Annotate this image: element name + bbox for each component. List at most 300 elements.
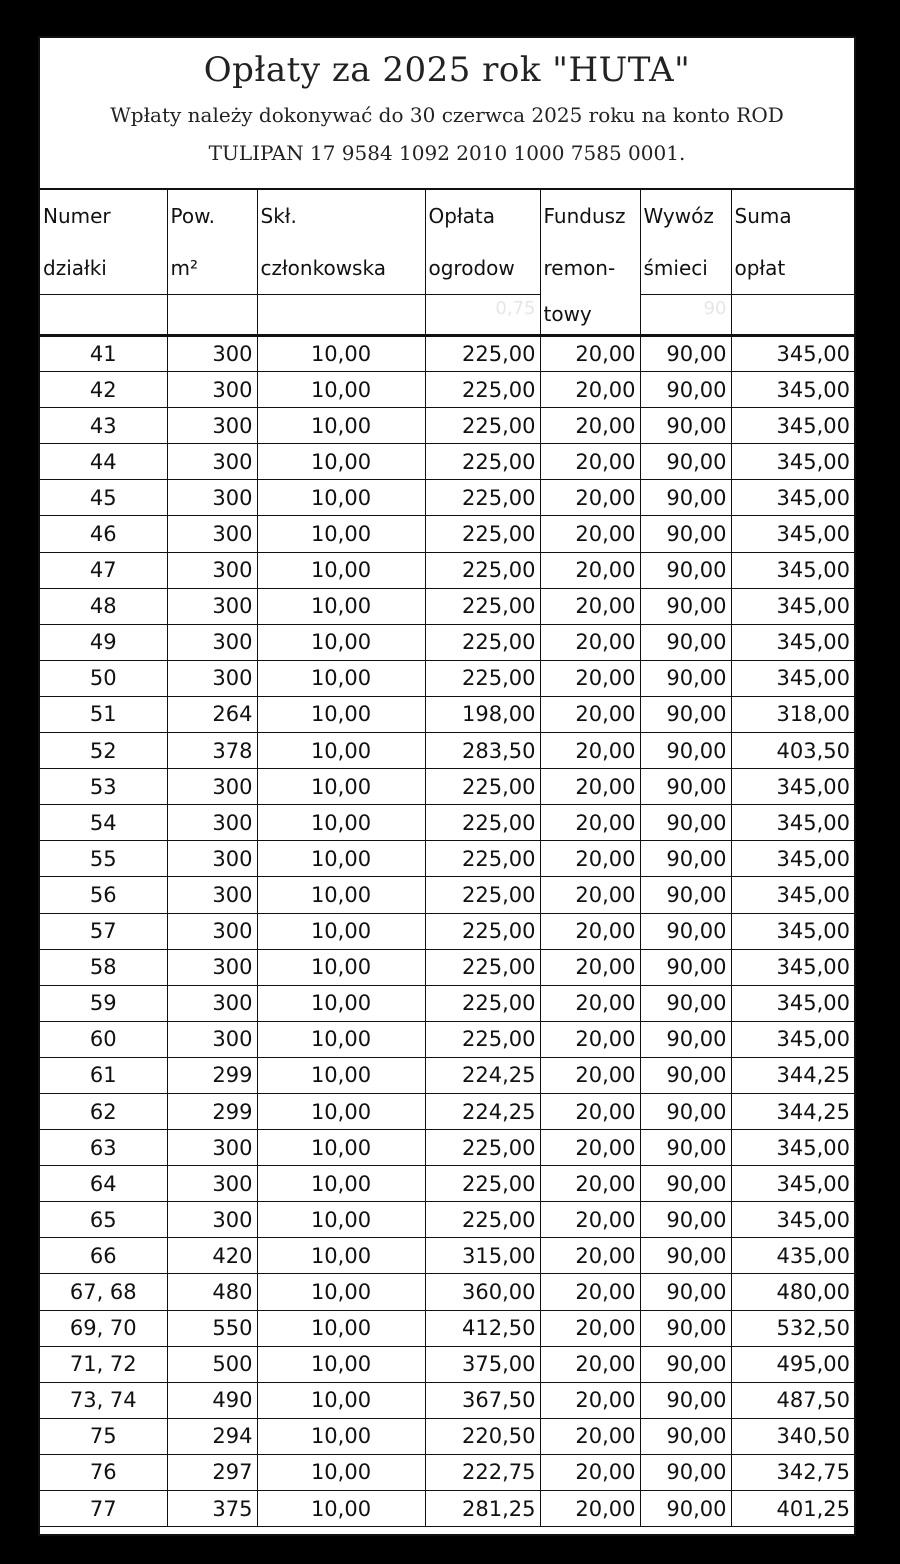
table-row xyxy=(40,1274,854,1310)
cell-total-fees: 342,75 xyxy=(731,1454,854,1490)
cell-total-fees: 345,00 xyxy=(731,588,854,624)
cell-waste-removal: 90,00 xyxy=(640,624,731,660)
header-plot-number-line2: działki xyxy=(43,256,107,280)
cell-area: 300 xyxy=(167,480,257,516)
cell-waste-removal: 90,00 xyxy=(640,841,731,877)
cell-renovation-fund: 20,00 xyxy=(540,841,640,877)
payment-instructions-line-1: Wpłaty należy dokonywać do 30 czerwca 2025 roku na konto ROD xyxy=(110,103,784,127)
cell-renovation-fund: 20,00 xyxy=(540,1418,640,1454)
header-renovation-fund-line1: Fundusz xyxy=(543,204,626,228)
cell-membership-fee: 10,00 xyxy=(257,985,425,1021)
header-divider xyxy=(426,294,540,295)
cell-renovation-fund: 20,00 xyxy=(540,877,640,913)
cell-membership-fee: 10,00 xyxy=(257,1238,425,1274)
cell-area: 378 xyxy=(167,733,257,769)
table-row xyxy=(40,1346,854,1382)
cell-total-fees: 345,00 xyxy=(731,877,854,913)
table-row xyxy=(40,1310,854,1346)
cell-total-fees: 344,25 xyxy=(731,1093,854,1129)
cell-total-fees: 401,25 xyxy=(731,1491,854,1527)
cell-plot-number: 64 xyxy=(40,1166,167,1202)
cell-area: 480 xyxy=(167,1274,257,1310)
header-divider xyxy=(168,294,257,295)
header-renovation-fund-line2: remon- xyxy=(543,256,616,280)
cell-area: 300 xyxy=(167,1166,257,1202)
header-divider xyxy=(641,294,731,295)
table-row xyxy=(40,588,854,624)
cell-total-fees: 345,00 xyxy=(731,444,854,480)
cell-membership-fee: 10,00 xyxy=(257,480,425,516)
cell-membership-fee: 10,00 xyxy=(257,372,425,408)
cell-garden-fee: 225,00 xyxy=(425,336,540,372)
table-row xyxy=(40,336,854,372)
cell-area: 550 xyxy=(167,1310,257,1346)
table-row xyxy=(40,1057,854,1093)
cell-area: 300 xyxy=(167,1202,257,1238)
header-garden-fee-line2: ogrodow xyxy=(428,256,515,280)
cell-area: 300 xyxy=(167,913,257,949)
cell-total-fees: 345,00 xyxy=(731,624,854,660)
cell-plot-number: 63 xyxy=(40,1130,167,1166)
table-row xyxy=(40,696,854,732)
cell-garden-fee: 225,00 xyxy=(425,769,540,805)
cell-garden-fee: 367,50 xyxy=(425,1382,540,1418)
cell-waste-removal: 90,00 xyxy=(640,696,731,732)
cell-garden-fee: 225,00 xyxy=(425,1021,540,1057)
cell-plot-number: 47 xyxy=(40,552,167,588)
header-plot-number-line1: Numer xyxy=(43,204,111,228)
header-total-fees-line2: opłat xyxy=(734,256,786,280)
cell-waste-removal: 90,00 xyxy=(640,372,731,408)
table-row xyxy=(40,372,854,408)
cell-garden-fee: 225,00 xyxy=(425,949,540,985)
cell-total-fees: 345,00 xyxy=(731,949,854,985)
cell-garden-fee: 225,00 xyxy=(425,805,540,841)
table-row xyxy=(40,733,854,769)
cell-plot-number: 42 xyxy=(40,372,167,408)
cell-renovation-fund: 20,00 xyxy=(540,733,640,769)
cell-garden-fee: 225,00 xyxy=(425,408,540,444)
cell-membership-fee: 10,00 xyxy=(257,1491,425,1527)
cell-plot-number: 69, 70 xyxy=(40,1310,167,1346)
table-row xyxy=(40,1491,854,1527)
cell-garden-fee: 220,50 xyxy=(425,1418,540,1454)
cell-renovation-fund: 20,00 xyxy=(540,444,640,480)
cell-membership-fee: 10,00 xyxy=(257,624,425,660)
cell-renovation-fund: 20,00 xyxy=(540,913,640,949)
cell-renovation-fund: 20,00 xyxy=(540,624,640,660)
table-row xyxy=(40,408,854,444)
cell-total-fees: 345,00 xyxy=(731,769,854,805)
cell-renovation-fund: 20,00 xyxy=(540,1310,640,1346)
cell-waste-removal: 90,00 xyxy=(640,408,731,444)
cell-total-fees: 480,00 xyxy=(731,1274,854,1310)
cell-total-fees: 487,50 xyxy=(731,1382,854,1418)
cell-plot-number: 75 xyxy=(40,1418,167,1454)
cell-garden-fee: 224,25 xyxy=(425,1057,540,1093)
cell-garden-fee: 375,00 xyxy=(425,1346,540,1382)
header-garden-fee xyxy=(425,190,540,336)
cell-membership-fee: 10,00 xyxy=(257,769,425,805)
cell-waste-removal: 90,00 xyxy=(640,913,731,949)
cell-garden-fee: 222,75 xyxy=(425,1454,540,1490)
cell-area: 300 xyxy=(167,841,257,877)
cell-garden-fee: 225,00 xyxy=(425,913,540,949)
cell-total-fees: 345,00 xyxy=(731,1166,854,1202)
table-row xyxy=(40,985,854,1021)
cell-waste-removal: 90,00 xyxy=(640,1021,731,1057)
cell-membership-fee: 10,00 xyxy=(257,1057,425,1093)
cell-plot-number: 53 xyxy=(40,769,167,805)
header-membership-fee xyxy=(257,190,425,336)
cell-plot-number: 43 xyxy=(40,408,167,444)
cell-waste-removal: 90,00 xyxy=(640,444,731,480)
cell-plot-number: 49 xyxy=(40,624,167,660)
cell-area: 300 xyxy=(167,552,257,588)
cell-area: 300 xyxy=(167,372,257,408)
cell-total-fees: 344,25 xyxy=(731,1057,854,1093)
cell-membership-fee: 10,00 xyxy=(257,949,425,985)
table-row xyxy=(40,949,854,985)
cell-total-fees: 345,00 xyxy=(731,516,854,552)
cell-membership-fee: 10,00 xyxy=(257,516,425,552)
cell-garden-fee: 225,00 xyxy=(425,1166,540,1202)
cell-plot-number: 50 xyxy=(40,660,167,696)
cell-total-fees: 403,50 xyxy=(731,733,854,769)
cell-garden-fee: 225,00 xyxy=(425,985,540,1021)
header-renovation-fund-line3: towy xyxy=(543,302,592,326)
cell-waste-removal: 90,00 xyxy=(640,985,731,1021)
fee-sheet xyxy=(38,36,856,1536)
cell-area: 490 xyxy=(167,1382,257,1418)
cell-garden-fee: 412,50 xyxy=(425,1310,540,1346)
cell-renovation-fund: 20,00 xyxy=(540,985,640,1021)
cell-waste-removal: 90,00 xyxy=(640,1202,731,1238)
cell-waste-removal: 90,00 xyxy=(640,949,731,985)
bank-account-line: TULIPAN 17 9584 1092 2010 1000 7585 0001. xyxy=(208,141,686,165)
cell-renovation-fund: 20,00 xyxy=(540,480,640,516)
cell-garden-fee: 198,00 xyxy=(425,696,540,732)
table-row xyxy=(40,1093,854,1129)
header-divider xyxy=(258,294,425,295)
cell-garden-fee: 360,00 xyxy=(425,1274,540,1310)
cell-waste-removal: 90,00 xyxy=(640,1238,731,1274)
cell-membership-fee: 10,00 xyxy=(257,1202,425,1238)
table-row xyxy=(40,1202,854,1238)
cell-plot-number: 73, 74 xyxy=(40,1382,167,1418)
header-total-fees xyxy=(731,190,854,336)
cell-garden-fee: 225,00 xyxy=(425,1202,540,1238)
faint-rate-note: 0,75 xyxy=(495,298,536,319)
header-row xyxy=(40,190,854,336)
cell-renovation-fund: 20,00 xyxy=(540,1346,640,1382)
cell-plot-number: 67, 68 xyxy=(40,1274,167,1310)
header-divider xyxy=(40,294,167,295)
cell-waste-removal: 90,00 xyxy=(640,877,731,913)
cell-renovation-fund: 20,00 xyxy=(540,1021,640,1057)
cell-membership-fee: 10,00 xyxy=(257,1021,425,1057)
cell-renovation-fund: 20,00 xyxy=(540,1093,640,1129)
cell-waste-removal: 90,00 xyxy=(640,516,731,552)
cell-area: 264 xyxy=(167,696,257,732)
cell-garden-fee: 225,00 xyxy=(425,841,540,877)
table-row xyxy=(40,1418,854,1454)
cell-renovation-fund: 20,00 xyxy=(540,949,640,985)
table-row xyxy=(40,805,854,841)
cell-total-fees: 345,00 xyxy=(731,1202,854,1238)
cell-garden-fee: 225,00 xyxy=(425,516,540,552)
cell-waste-removal: 90,00 xyxy=(640,1166,731,1202)
cell-area: 300 xyxy=(167,336,257,372)
table-row xyxy=(40,660,854,696)
cell-area: 300 xyxy=(167,805,257,841)
cell-renovation-fund: 20,00 xyxy=(540,1057,640,1093)
cell-membership-fee: 10,00 xyxy=(257,913,425,949)
cell-renovation-fund: 20,00 xyxy=(540,805,640,841)
table-row xyxy=(40,1130,854,1166)
cell-membership-fee: 10,00 xyxy=(257,1166,425,1202)
cell-area: 300 xyxy=(167,624,257,660)
header-area-line1: Pow. xyxy=(170,204,215,228)
cell-renovation-fund: 20,00 xyxy=(540,552,640,588)
cell-area: 375 xyxy=(167,1491,257,1527)
cell-renovation-fund: 20,00 xyxy=(540,372,640,408)
table-body xyxy=(40,336,854,1527)
cell-total-fees: 318,00 xyxy=(731,696,854,732)
cell-membership-fee: 10,00 xyxy=(257,696,425,732)
cell-total-fees: 345,00 xyxy=(731,372,854,408)
cell-plot-number: 41 xyxy=(40,336,167,372)
cell-total-fees: 532,50 xyxy=(731,1310,854,1346)
cell-plot-number: 55 xyxy=(40,841,167,877)
cell-total-fees: 340,50 xyxy=(731,1418,854,1454)
cell-plot-number: 59 xyxy=(40,985,167,1021)
cell-area: 420 xyxy=(167,1238,257,1274)
cell-waste-removal: 90,00 xyxy=(640,660,731,696)
cell-total-fees: 345,00 xyxy=(731,408,854,444)
cell-area: 299 xyxy=(167,1057,257,1093)
cell-membership-fee: 10,00 xyxy=(257,444,425,480)
cell-garden-fee: 225,00 xyxy=(425,1130,540,1166)
cell-renovation-fund: 20,00 xyxy=(540,1202,640,1238)
cell-renovation-fund: 20,00 xyxy=(540,1274,640,1310)
cell-waste-removal: 90,00 xyxy=(640,1310,731,1346)
cell-renovation-fund: 20,00 xyxy=(540,1491,640,1527)
table-row xyxy=(40,913,854,949)
table-row xyxy=(40,516,854,552)
table-row xyxy=(40,1166,854,1202)
cell-plot-number: 66 xyxy=(40,1238,167,1274)
cell-membership-fee: 10,00 xyxy=(257,1130,425,1166)
header-waste-removal xyxy=(640,190,731,336)
cell-total-fees: 345,00 xyxy=(731,480,854,516)
table-row xyxy=(40,1382,854,1418)
table-row xyxy=(40,480,854,516)
header-waste-removal-line2: śmieci xyxy=(643,256,708,280)
header-area xyxy=(167,190,257,336)
cell-membership-fee: 10,00 xyxy=(257,1418,425,1454)
cell-plot-number: 56 xyxy=(40,877,167,913)
table-row xyxy=(40,877,854,913)
cell-plot-number: 44 xyxy=(40,444,167,480)
header-plot-number xyxy=(40,190,167,336)
cell-area: 300 xyxy=(167,516,257,552)
cell-garden-fee: 225,00 xyxy=(425,588,540,624)
cell-renovation-fund: 20,00 xyxy=(540,1238,640,1274)
cell-membership-fee: 10,00 xyxy=(257,660,425,696)
cell-garden-fee: 225,00 xyxy=(425,444,540,480)
cell-waste-removal: 90,00 xyxy=(640,552,731,588)
header-membership-fee-line2: członkowska xyxy=(260,256,386,280)
cell-garden-fee: 225,00 xyxy=(425,372,540,408)
cell-waste-removal: 90,00 xyxy=(640,769,731,805)
cell-membership-fee: 10,00 xyxy=(257,408,425,444)
cell-total-fees: 345,00 xyxy=(731,336,854,372)
cell-total-fees: 345,00 xyxy=(731,660,854,696)
cell-garden-fee: 225,00 xyxy=(425,877,540,913)
cell-area: 294 xyxy=(167,1418,257,1454)
cell-plot-number: 46 xyxy=(40,516,167,552)
cell-area: 300 xyxy=(167,1021,257,1057)
cell-area: 300 xyxy=(167,769,257,805)
cell-garden-fee: 283,50 xyxy=(425,733,540,769)
table-row xyxy=(40,1238,854,1274)
table-row xyxy=(40,769,854,805)
table-row xyxy=(40,841,854,877)
cell-plot-number: 45 xyxy=(40,480,167,516)
cell-garden-fee: 225,00 xyxy=(425,660,540,696)
header-membership-fee-line1: Skł. xyxy=(260,204,297,228)
cell-membership-fee: 10,00 xyxy=(257,805,425,841)
fees-table xyxy=(40,190,854,1527)
cell-renovation-fund: 20,00 xyxy=(540,1130,640,1166)
cell-area: 300 xyxy=(167,408,257,444)
table-row xyxy=(40,1021,854,1057)
cell-total-fees: 495,00 xyxy=(731,1346,854,1382)
cell-renovation-fund: 20,00 xyxy=(540,769,640,805)
cell-membership-fee: 10,00 xyxy=(257,1310,425,1346)
cell-plot-number: 57 xyxy=(40,913,167,949)
cell-area: 300 xyxy=(167,949,257,985)
cell-waste-removal: 90,00 xyxy=(640,336,731,372)
cell-waste-removal: 90,00 xyxy=(640,1454,731,1490)
cell-renovation-fund: 20,00 xyxy=(540,516,640,552)
cell-membership-fee: 10,00 xyxy=(257,552,425,588)
cell-renovation-fund: 20,00 xyxy=(540,1382,640,1418)
cell-total-fees: 435,00 xyxy=(731,1238,854,1274)
cell-membership-fee: 10,00 xyxy=(257,841,425,877)
cell-total-fees: 345,00 xyxy=(731,985,854,1021)
cell-waste-removal: 90,00 xyxy=(640,1382,731,1418)
cell-membership-fee: 10,00 xyxy=(257,1382,425,1418)
cell-waste-removal: 90,00 xyxy=(640,588,731,624)
cell-plot-number: 58 xyxy=(40,949,167,985)
cell-area: 297 xyxy=(167,1454,257,1490)
header-garden-fee-line1: Opłata xyxy=(428,204,495,228)
cell-waste-removal: 90,00 xyxy=(640,1274,731,1310)
faint-rate-note: 90 xyxy=(703,298,727,319)
cell-membership-fee: 10,00 xyxy=(257,1346,425,1382)
cell-plot-number: 76 xyxy=(40,1454,167,1490)
cell-total-fees: 345,00 xyxy=(731,1021,854,1057)
cell-garden-fee: 224,25 xyxy=(425,1093,540,1129)
cell-total-fees: 345,00 xyxy=(731,841,854,877)
header-total-fees-line1: Suma xyxy=(734,204,792,228)
table-row xyxy=(40,444,854,480)
cell-area: 300 xyxy=(167,660,257,696)
cell-membership-fee: 10,00 xyxy=(257,1274,425,1310)
cell-membership-fee: 10,00 xyxy=(257,336,425,372)
cell-garden-fee: 315,00 xyxy=(425,1238,540,1274)
cell-total-fees: 345,00 xyxy=(731,552,854,588)
cell-plot-number: 62 xyxy=(40,1093,167,1129)
cell-area: 300 xyxy=(167,1130,257,1166)
cell-garden-fee: 225,00 xyxy=(425,480,540,516)
header-waste-removal-line1: Wywóz xyxy=(643,204,714,228)
cell-renovation-fund: 20,00 xyxy=(540,696,640,732)
table-row xyxy=(40,552,854,588)
cell-waste-removal: 90,00 xyxy=(640,1491,731,1527)
cell-area: 500 xyxy=(167,1346,257,1382)
cell-plot-number: 51 xyxy=(40,696,167,732)
cell-area: 299 xyxy=(167,1093,257,1129)
cell-garden-fee: 281,25 xyxy=(425,1491,540,1527)
table-header xyxy=(40,190,854,336)
header-divider xyxy=(732,294,855,295)
table-row xyxy=(40,624,854,660)
table-row xyxy=(40,1454,854,1490)
cell-renovation-fund: 20,00 xyxy=(540,408,640,444)
cell-garden-fee: 225,00 xyxy=(425,624,540,660)
title-block xyxy=(40,38,854,190)
cell-plot-number: 77 xyxy=(40,1491,167,1527)
cell-membership-fee: 10,00 xyxy=(257,733,425,769)
cell-waste-removal: 90,00 xyxy=(640,1093,731,1129)
cell-waste-removal: 90,00 xyxy=(640,1057,731,1093)
cell-plot-number: 71, 72 xyxy=(40,1346,167,1382)
cell-plot-number: 61 xyxy=(40,1057,167,1093)
cell-total-fees: 345,00 xyxy=(731,1130,854,1166)
cell-membership-fee: 10,00 xyxy=(257,1454,425,1490)
cell-plot-number: 48 xyxy=(40,588,167,624)
cell-waste-removal: 90,00 xyxy=(640,1418,731,1454)
cell-renovation-fund: 20,00 xyxy=(540,336,640,372)
cell-garden-fee: 225,00 xyxy=(425,552,540,588)
header-area-line2: m² xyxy=(170,256,198,280)
cell-plot-number: 65 xyxy=(40,1202,167,1238)
cell-total-fees: 345,00 xyxy=(731,913,854,949)
cell-total-fees: 345,00 xyxy=(731,805,854,841)
cell-renovation-fund: 20,00 xyxy=(540,1166,640,1202)
cell-area: 300 xyxy=(167,444,257,480)
cell-renovation-fund: 20,00 xyxy=(540,660,640,696)
header-renovation-fund xyxy=(540,190,640,336)
page-title: Opłaty za 2025 rok "HUTA" xyxy=(203,50,691,90)
cell-membership-fee: 10,00 xyxy=(257,588,425,624)
cell-membership-fee: 10,00 xyxy=(257,877,425,913)
cell-waste-removal: 90,00 xyxy=(640,480,731,516)
cell-plot-number: 60 xyxy=(40,1021,167,1057)
cell-waste-removal: 90,00 xyxy=(640,733,731,769)
cell-area: 300 xyxy=(167,985,257,1021)
cell-plot-number: 52 xyxy=(40,733,167,769)
cell-waste-removal: 90,00 xyxy=(640,805,731,841)
cell-plot-number: 54 xyxy=(40,805,167,841)
payment-instructions xyxy=(40,96,854,172)
cell-area: 300 xyxy=(167,588,257,624)
cell-renovation-fund: 20,00 xyxy=(540,588,640,624)
cell-renovation-fund: 20,00 xyxy=(540,1454,640,1490)
